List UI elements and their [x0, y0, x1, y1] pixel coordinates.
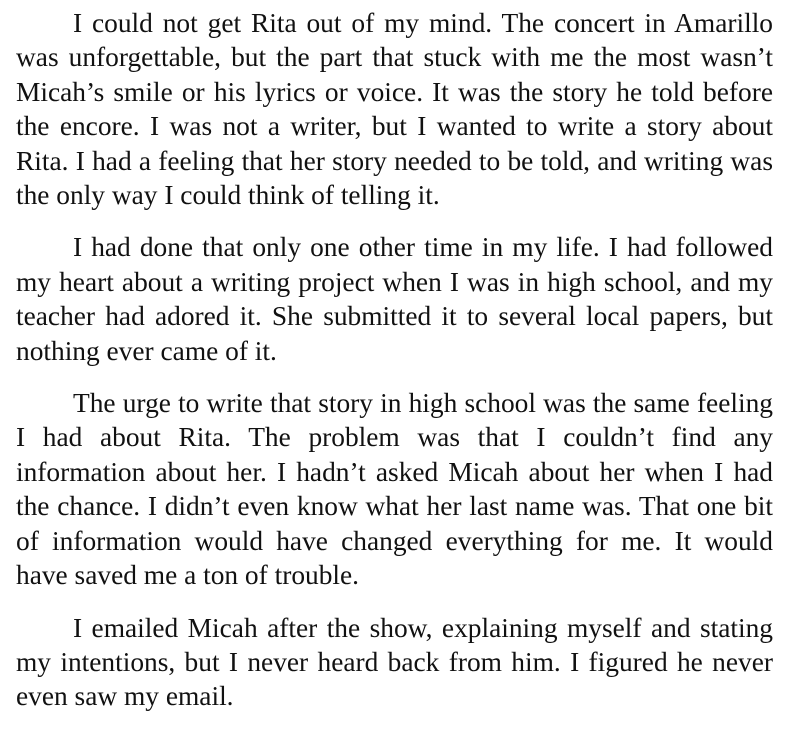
paragraph-2: I had done that only one other time in my life. I had followed my heart about a writing project when I was in high school, and my teacher had adored it. She submitted it to several local papers, but nothing ever came of it.	[16, 232, 773, 366]
paragraph-1: I could not get Rita out of my mind. The concert in Amarillo was unforgettable, but the part that stuck with me the most wasn’t Micah’s smile or his lyrics or voice. It was the story he told before the encore. I was not a writer, but I wanted to write a story about Rita. I had a feeling that her story needed to be told, and writing was the only way I could think of telling it.	[16, 8, 773, 211]
paragraph-4: I emailed Micah after the show, explaining myself and stating my intentions, but I never heard back from him. I figured he never even saw my email.	[16, 612, 773, 712]
document-page	[16, 6, 773, 714]
paragraph-3: The urge to write that story in high school was the same feeling I had about Rita. The problem was that I couldn’t find any information about her. I hadn’t asked Micah about her when I had the chance. I didn’t even know what her last name was. That one bit of information would have changed everything for me. It would have saved me a ton of trouble.	[16, 388, 773, 591]
